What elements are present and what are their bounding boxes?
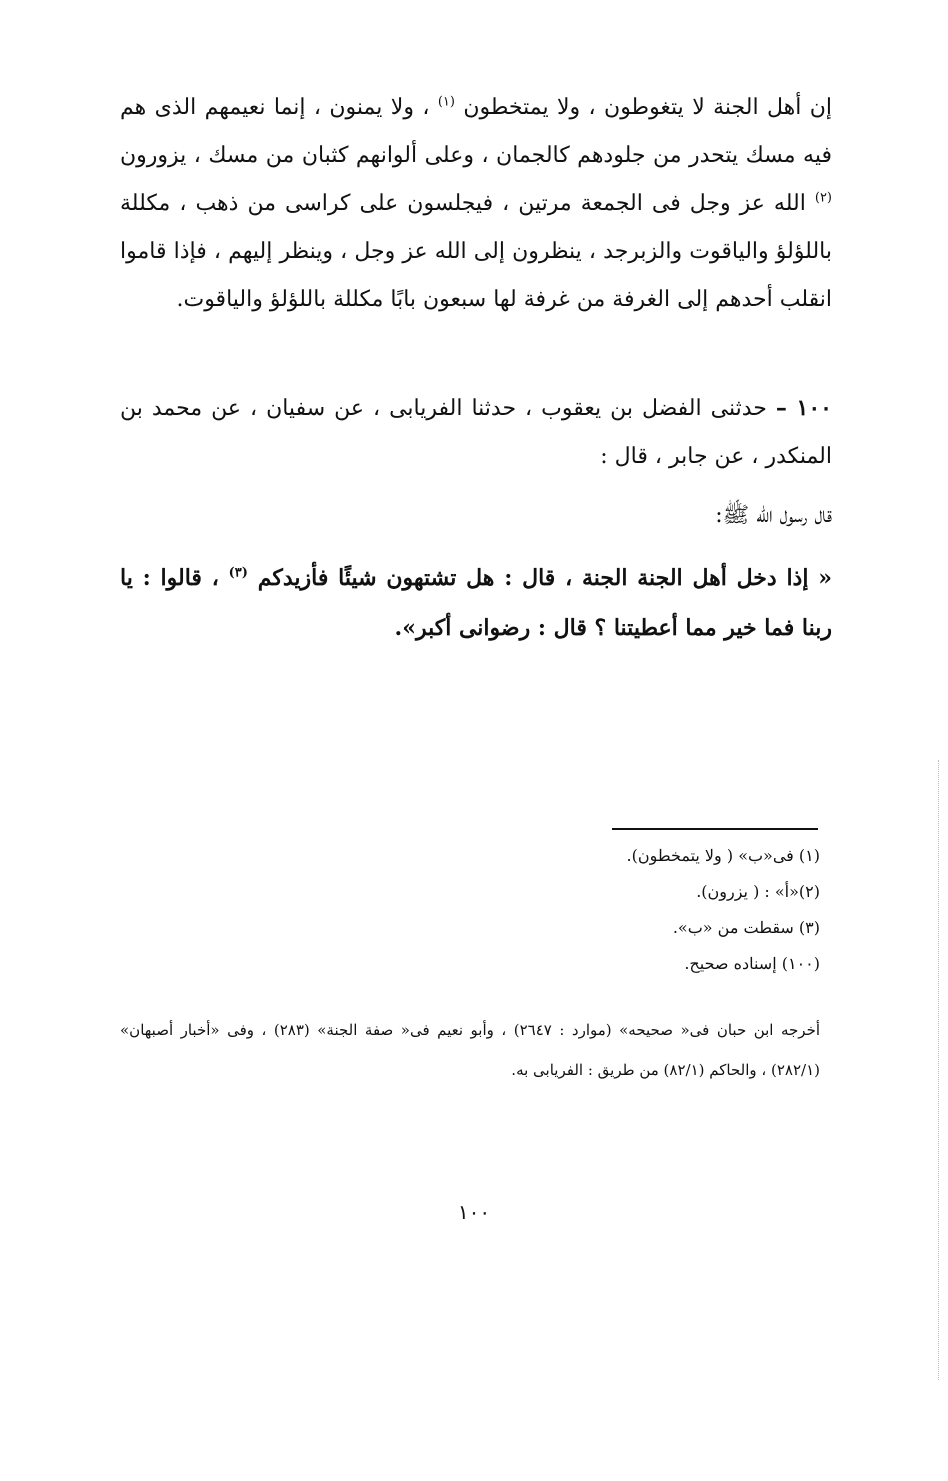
isnad-paragraph (120, 384, 832, 481)
footnote-2: (٢)«أ» : ( يزرون). (696, 882, 820, 901)
footnote-3: (٣) سقطت من «ب». (672, 918, 820, 937)
footnote-takhrij: أخرجه ابن حبان فى« صحيحه» (موارد : ٢٦٤٧) ، وأبو نعيم فى« صفة الجنة» (٢٨٣) ، وفى «أخبار أصبهان» (٢٨٢/١) ، والحاكم (٨٢/١) من طريق : الفريابى به. (120, 1021, 821, 1079)
hadith-matn-paragraph (120, 553, 832, 653)
matn-text-a: « إذا دخل أهل الجنة الجنة ، قال : هل تشتهون شيئًا فأزيدكم (257, 565, 832, 591)
paragraph-1-text-a: إن أهل الجنة لا يتغوطون ، ولا يمتخطون (463, 95, 832, 120)
isnad-text: حدثنى الفضل بن يعقوب ، حدثنا الفريابى ، عن سفيان ، عن محمد بن المنكدر ، عن جابر ، قال : (120, 396, 832, 469)
page-number: ١٠٠ (457, 1200, 491, 1224)
intro-text: قال رسول الله ﷺ: (715, 503, 832, 528)
footnote-ref-3: (٣) (228, 565, 248, 581)
footnote-ref-1: (١) (437, 94, 455, 110)
footnote-ref-2: (٢) (814, 190, 832, 206)
footnote-divider (612, 828, 818, 830)
hadith-text-paragraph (120, 84, 832, 324)
paragraph-1-text-c: الله عز وجل فى الجمعة مرتين ، فيجلسون على كراسى من ذهب ، مكللة باللؤلؤ والياقوت والزبرجد ، ينظرون إلى الله عز وجل ، وينظر إليهم ، فإذا قاموا انقلب أحدهم إلى الغرفة من غرفة لها سبعون بابًا مكللة باللؤلؤ والياقوت. (120, 191, 832, 312)
matn-text-b: ، قالوا : يا ربنا فما خير مما أعطيتنا ؟ قال : رضوانى أكبر». (120, 565, 832, 641)
footnote-4: (١٠٠) إسناده صحيح. (684, 954, 820, 973)
footnote-1: (١) فى«ب» ( ولا يتمخطون). (626, 846, 820, 865)
prophet-saying-intro (120, 492, 832, 540)
scan-edge-decoration (938, 760, 941, 1380)
paragraph-1-text-b: ، ولا يمنون ، إنما نعيمهم الذى هم فيه مسك يتحدر من جلودهم كالجمان ، وعلى ألوانهم كثبان من مسك ، يزورون (120, 95, 832, 168)
footnotes-list (120, 838, 820, 982)
hadith-number: ١٠٠ – (775, 395, 832, 421)
